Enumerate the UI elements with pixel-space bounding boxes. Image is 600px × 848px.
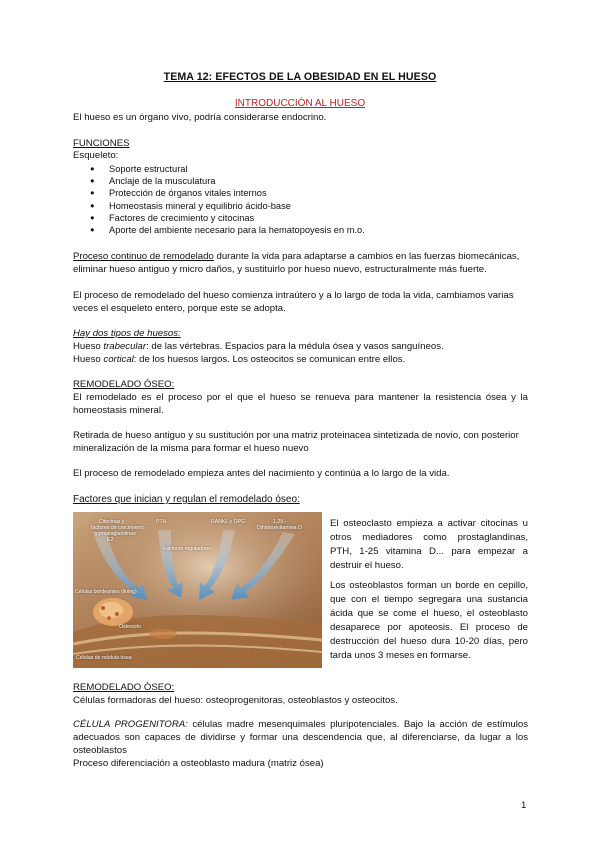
list-item: ● Aporte del ambiente necesario para la hematopoyesis en m.o. bbox=[90, 224, 365, 236]
progenitora-line2: adecuados son capaces de dividirse y formar una descendencia que, al diferenciarse, da lugar a los bbox=[73, 732, 528, 743]
list-item: ● Anclaje de la musculatura bbox=[90, 175, 365, 187]
remodelado-oseo-line2: homeostasis mineral. bbox=[73, 405, 164, 416]
osteoclasto-line: otros mediadores como prostaglandinas, bbox=[330, 532, 528, 543]
remodelado-paragraph-line2: eliminar hueso antiguo y micro daños, y sustituirlo por hueso nuevo, estructuralmente más fuerte. bbox=[73, 264, 487, 275]
osteoclasto-line: destruir el hueso. bbox=[330, 560, 404, 571]
osteoblasto-line: Los osteoblastos forman un borde en cepillo, bbox=[330, 580, 528, 591]
osteoblasto-line: ácida que se come el hueso, el osteoblasto bbox=[330, 608, 528, 619]
osteoblasto-line: que con el tiempo segregara una sustancia bbox=[330, 594, 528, 605]
bone-remodeling-illustration bbox=[73, 512, 322, 668]
remodelado-rest: durante la vida para adaptarse a cambios en las fuerzas biomecánicas, bbox=[213, 251, 520, 262]
progenitora-line1: CÉLULA PROGENITORA: células madre mesenquimales pluripotenciales. Bajo la acción de estímulos bbox=[73, 719, 528, 730]
osteoblasto-line: desaparece por apoteosis. El proceso de bbox=[330, 622, 528, 633]
cortical-line: Hueso cortical: de los huesos largos. Los osteocitos se comunican entre ellos. bbox=[73, 354, 406, 365]
funciones-subheading: Esqueleto: bbox=[73, 150, 119, 161]
osteoclasto-line: El osteoclasto empieza a activar citocinas u bbox=[330, 518, 528, 529]
list-item: ● Soporte estructural bbox=[90, 163, 365, 175]
page-title: TEMA 12: EFECTOS DE LA OBESIDAD EN EL HUESO bbox=[163, 71, 437, 83]
intro-heading: INTRODUCCIÓN AL HUESO bbox=[234, 98, 366, 109]
remodelado-oseo-line1: El remodelado es el proceso por el que el hueso se renueva para mantener la resistencia ósea y la bbox=[73, 392, 528, 403]
tipos-heading: Hay dos tipos de huesos: bbox=[73, 328, 181, 339]
list-item: ● Factores de crecimiento y citocinas bbox=[90, 212, 365, 224]
figure-label: Dihidroxivitamina D bbox=[257, 525, 302, 531]
osteoclasto-line: PTH, 1-25 vitamina D... para empezar a bbox=[330, 546, 528, 557]
intrauterine-line2: veces el esqueleto entero, porque este se adopta. bbox=[73, 303, 286, 314]
figure-label: Osteocito bbox=[119, 624, 141, 630]
osteoblasto-line: tarda unos 3 meses en formarse. bbox=[330, 650, 471, 661]
figure-label: y prostaglandinas bbox=[95, 531, 136, 537]
figure-label: Células de médula ósea bbox=[76, 655, 132, 661]
intrauterine-line1: El proceso de remodelado del hueso comienza intraútero y a lo largo de toda la vida, cambiamos varias bbox=[73, 290, 514, 301]
figure-label: factores de crecimiento bbox=[91, 525, 145, 531]
figure-label: Citocinas y bbox=[99, 519, 125, 525]
proceso-line: El proceso de remodelado empieza antes del nacimiento y continúa a lo largo de la vida. bbox=[73, 468, 450, 479]
trabecular-line: Hueso trabecular: de las vértebras. Espacios para la médula ósea y vasos sanguíneos. bbox=[73, 341, 444, 352]
remodelado-lead: Proceso continuo de remodelado bbox=[73, 251, 214, 262]
osteoblasto-line: destrucción del hueso dura 10-20 días, pero bbox=[330, 636, 528, 647]
figure-label: PTH bbox=[156, 519, 167, 525]
figure-label: RANKL y OPG bbox=[211, 519, 246, 525]
list-item: ● Homeostasis mineral y equilibrio ácido-base bbox=[90, 200, 365, 212]
celulas-formadoras-text: Células formadoras del hueso: osteoprogenitoras, osteoblastos y osteocitos. bbox=[73, 695, 398, 706]
figure-label: 1,25 - bbox=[273, 519, 287, 525]
list-item: ● Protección de órganos vitales internos bbox=[90, 187, 365, 199]
progenitora-line3: osteoblastos bbox=[73, 745, 127, 756]
retirada-line1: Retirada de hueso antiguo y su sustitución por una matriz proteinacea sintetizada de novio, con posterior bbox=[73, 430, 519, 441]
remodelado-paragraph-line1 bbox=[73, 251, 519, 264]
retirada-line2: mineralización de la misma para formar el hueso nuevo bbox=[73, 443, 309, 454]
progenitora-line4: Proceso diferenciación a osteoblasto madura (matriz ósea) bbox=[73, 758, 324, 769]
figure-label: Células bordeantes (lining) bbox=[75, 589, 137, 595]
remodelado-oseo-heading: REMODELADO ÓSEO: bbox=[73, 379, 175, 390]
funciones-heading: FUNCIONES bbox=[73, 138, 130, 149]
funciones-list bbox=[90, 163, 365, 236]
figure-label: E2 bbox=[107, 537, 114, 543]
figure-label: Factores reguladores bbox=[163, 546, 213, 552]
remodelado-oseo-heading-2: REMODELADO ÓSEO: bbox=[73, 682, 175, 693]
factores-heading: Factores que inician y regulan el remodelado óseo: bbox=[73, 494, 300, 505]
page-number: 1 bbox=[521, 800, 527, 811]
intro-text: El hueso es un órgano vivo, podría considerarse endocrino. bbox=[73, 112, 327, 123]
